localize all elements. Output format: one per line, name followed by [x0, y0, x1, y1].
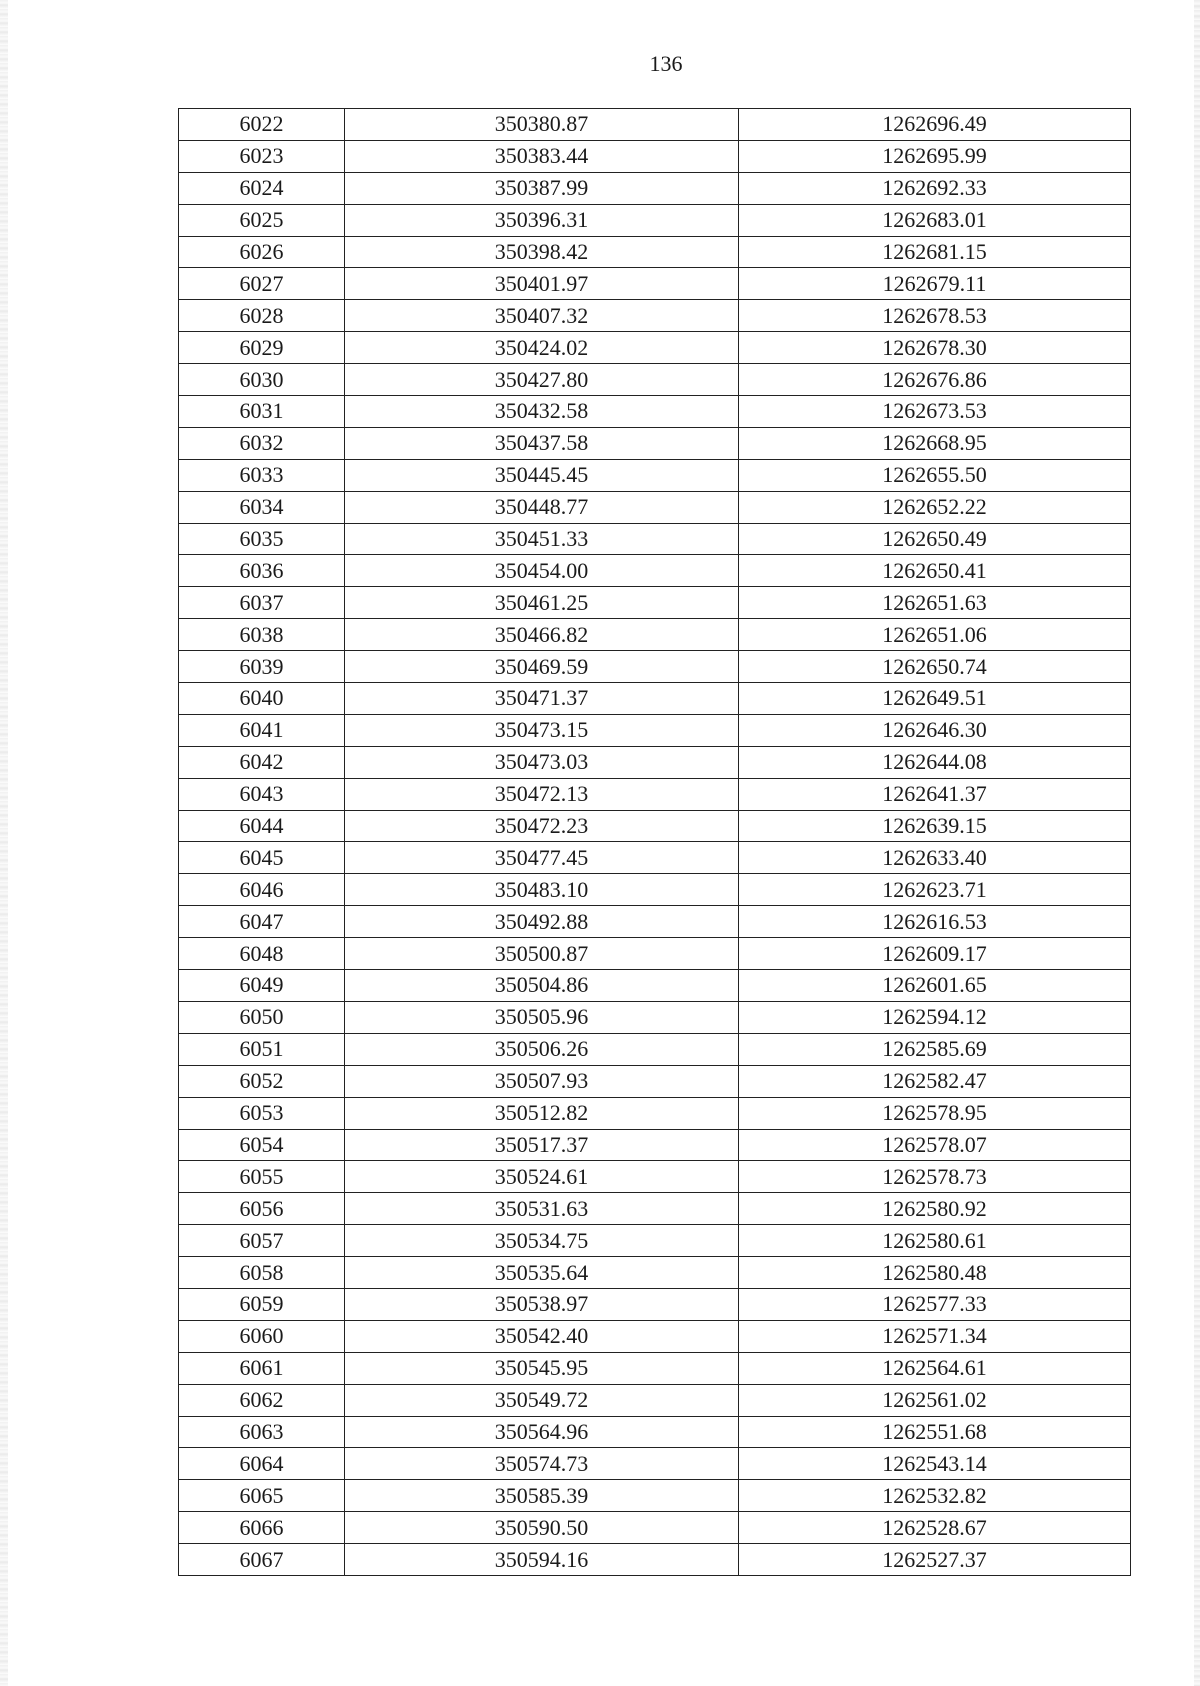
x-coordinate-cell: 350545.95	[345, 1352, 739, 1384]
x-coordinate-cell: 350504.86	[345, 970, 739, 1002]
point-id-cell: 6049	[179, 970, 345, 1002]
y-coordinate-cell: 1262644.08	[739, 746, 1131, 778]
x-coordinate-cell: 350524.61	[345, 1161, 739, 1193]
x-coordinate-cell: 350492.88	[345, 906, 739, 938]
table-row	[179, 523, 1131, 555]
point-id-cell: 6047	[179, 906, 345, 938]
point-id-cell: 6034	[179, 491, 345, 523]
x-coordinate-cell: 350401.97	[345, 268, 739, 300]
point-id-cell: 6040	[179, 683, 345, 715]
x-coordinate-cell: 350483.10	[345, 874, 739, 906]
x-coordinate-cell: 350542.40	[345, 1320, 739, 1352]
table-row	[179, 1480, 1131, 1512]
x-coordinate-cell: 350407.32	[345, 300, 739, 332]
x-coordinate-cell: 350387.99	[345, 172, 739, 204]
point-id-cell: 6023	[179, 140, 345, 172]
x-coordinate-cell: 350437.58	[345, 427, 739, 459]
point-id-cell: 6066	[179, 1512, 345, 1544]
table-row	[179, 332, 1131, 364]
point-id-cell: 6053	[179, 1097, 345, 1129]
y-coordinate-cell: 1262668.95	[739, 427, 1131, 459]
table-row	[179, 1257, 1131, 1289]
y-coordinate-cell: 1262678.30	[739, 332, 1131, 364]
y-coordinate-cell: 1262650.49	[739, 523, 1131, 555]
y-coordinate-cell: 1262651.06	[739, 619, 1131, 651]
y-coordinate-cell: 1262641.37	[739, 778, 1131, 810]
y-coordinate-cell: 1262578.07	[739, 1129, 1131, 1161]
table-row	[179, 1352, 1131, 1384]
y-coordinate-cell: 1262551.68	[739, 1416, 1131, 1448]
y-coordinate-cell: 1262676.86	[739, 364, 1131, 396]
point-id-cell: 6029	[179, 332, 345, 364]
point-id-cell: 6031	[179, 396, 345, 428]
table-row	[179, 746, 1131, 778]
y-coordinate-cell: 1262616.53	[739, 906, 1131, 938]
y-coordinate-cell: 1262580.92	[739, 1193, 1131, 1225]
point-id-cell: 6067	[179, 1544, 345, 1576]
scan-edge-right	[1194, 0, 1200, 1686]
point-id-cell: 6062	[179, 1384, 345, 1416]
table-row	[179, 778, 1131, 810]
x-coordinate-cell: 350448.77	[345, 491, 739, 523]
point-id-cell: 6054	[179, 1129, 345, 1161]
table-row	[179, 1512, 1131, 1544]
x-coordinate-cell: 350398.42	[345, 236, 739, 268]
point-id-cell: 6024	[179, 172, 345, 204]
table-row	[179, 204, 1131, 236]
coordinates-table	[178, 108, 1131, 1576]
table-row	[179, 268, 1131, 300]
x-coordinate-cell: 350424.02	[345, 332, 739, 364]
table-row	[179, 1097, 1131, 1129]
point-id-cell: 6059	[179, 1288, 345, 1320]
point-id-cell: 6061	[179, 1352, 345, 1384]
x-coordinate-cell: 350594.16	[345, 1544, 739, 1576]
point-id-cell: 6041	[179, 714, 345, 746]
x-coordinate-cell: 350477.45	[345, 842, 739, 874]
point-id-cell: 6044	[179, 810, 345, 842]
y-coordinate-cell: 1262651.63	[739, 587, 1131, 619]
table-row	[179, 619, 1131, 651]
y-coordinate-cell: 1262577.33	[739, 1288, 1131, 1320]
point-id-cell: 6043	[179, 778, 345, 810]
x-coordinate-cell: 350427.80	[345, 364, 739, 396]
table-row	[179, 1129, 1131, 1161]
point-id-cell: 6032	[179, 427, 345, 459]
y-coordinate-cell: 1262532.82	[739, 1480, 1131, 1512]
x-coordinate-cell: 350473.03	[345, 746, 739, 778]
table-row	[179, 1448, 1131, 1480]
table-row	[179, 236, 1131, 268]
table-row	[179, 714, 1131, 746]
y-coordinate-cell: 1262650.74	[739, 651, 1131, 683]
table-row	[179, 1416, 1131, 1448]
y-coordinate-cell: 1262580.48	[739, 1257, 1131, 1289]
table-row	[179, 1193, 1131, 1225]
x-coordinate-cell: 350432.58	[345, 396, 739, 428]
point-id-cell: 6046	[179, 874, 345, 906]
y-coordinate-cell: 1262655.50	[739, 459, 1131, 491]
table-row	[179, 555, 1131, 587]
point-id-cell: 6056	[179, 1193, 345, 1225]
y-coordinate-cell: 1262561.02	[739, 1384, 1131, 1416]
table-row	[179, 906, 1131, 938]
table-row	[179, 459, 1131, 491]
y-coordinate-cell: 1262683.01	[739, 204, 1131, 236]
y-coordinate-cell: 1262652.22	[739, 491, 1131, 523]
table-row	[179, 396, 1131, 428]
table-row	[179, 810, 1131, 842]
table-row	[179, 1001, 1131, 1033]
scan-edge-left	[0, 0, 8, 1686]
point-id-cell: 6026	[179, 236, 345, 268]
point-id-cell: 6057	[179, 1225, 345, 1257]
point-id-cell: 6036	[179, 555, 345, 587]
y-coordinate-cell: 1262639.15	[739, 810, 1131, 842]
page-number: 136	[649, 51, 683, 76]
table-row	[179, 172, 1131, 204]
table-row	[179, 1384, 1131, 1416]
x-coordinate-cell: 350461.25	[345, 587, 739, 619]
y-coordinate-cell: 1262594.12	[739, 1001, 1131, 1033]
point-id-cell: 6065	[179, 1480, 345, 1512]
x-coordinate-cell: 350466.82	[345, 619, 739, 651]
point-id-cell: 6028	[179, 300, 345, 332]
x-coordinate-cell: 350472.23	[345, 810, 739, 842]
point-id-cell: 6037	[179, 587, 345, 619]
x-coordinate-cell: 350383.44	[345, 140, 739, 172]
point-id-cell: 6050	[179, 1001, 345, 1033]
y-coordinate-cell: 1262649.51	[739, 683, 1131, 715]
x-coordinate-cell: 350517.37	[345, 1129, 739, 1161]
table-row	[179, 427, 1131, 459]
point-id-cell: 6060	[179, 1320, 345, 1352]
point-id-cell: 6038	[179, 619, 345, 651]
y-coordinate-cell: 1262582.47	[739, 1065, 1131, 1097]
table-row	[179, 491, 1131, 523]
y-coordinate-cell: 1262585.69	[739, 1033, 1131, 1065]
point-id-cell: 6027	[179, 268, 345, 300]
y-coordinate-cell: 1262543.14	[739, 1448, 1131, 1480]
table-row	[179, 587, 1131, 619]
x-coordinate-cell: 350549.72	[345, 1384, 739, 1416]
point-id-cell: 6048	[179, 938, 345, 970]
y-coordinate-cell: 1262578.95	[739, 1097, 1131, 1129]
y-coordinate-cell: 1262527.37	[739, 1544, 1131, 1576]
y-coordinate-cell: 1262681.15	[739, 236, 1131, 268]
x-coordinate-cell: 350531.63	[345, 1193, 739, 1225]
x-coordinate-cell: 350451.33	[345, 523, 739, 555]
x-coordinate-cell: 350564.96	[345, 1416, 739, 1448]
coordinates-table-body	[179, 109, 1131, 1576]
point-id-cell: 6042	[179, 746, 345, 778]
y-coordinate-cell: 1262692.33	[739, 172, 1131, 204]
y-coordinate-cell: 1262633.40	[739, 842, 1131, 874]
table-row	[179, 1161, 1131, 1193]
table-row	[179, 683, 1131, 715]
x-coordinate-cell: 350505.96	[345, 1001, 739, 1033]
y-coordinate-cell: 1262580.61	[739, 1225, 1131, 1257]
x-coordinate-cell: 350500.87	[345, 938, 739, 970]
table-row	[179, 1320, 1131, 1352]
x-coordinate-cell: 350396.31	[345, 204, 739, 236]
x-coordinate-cell: 350574.73	[345, 1448, 739, 1480]
x-coordinate-cell: 350538.97	[345, 1288, 739, 1320]
point-id-cell: 6030	[179, 364, 345, 396]
table-row	[179, 938, 1131, 970]
x-coordinate-cell: 350454.00	[345, 555, 739, 587]
x-coordinate-cell: 350534.75	[345, 1225, 739, 1257]
y-coordinate-cell: 1262623.71	[739, 874, 1131, 906]
table-row	[179, 842, 1131, 874]
x-coordinate-cell: 350445.45	[345, 459, 739, 491]
x-coordinate-cell: 350590.50	[345, 1512, 739, 1544]
y-coordinate-cell: 1262650.41	[739, 555, 1131, 587]
point-id-cell: 6052	[179, 1065, 345, 1097]
table-row	[179, 109, 1131, 141]
x-coordinate-cell: 350472.13	[345, 778, 739, 810]
table-row	[179, 140, 1131, 172]
point-id-cell: 6025	[179, 204, 345, 236]
point-id-cell: 6063	[179, 1416, 345, 1448]
table-row	[179, 970, 1131, 1002]
x-coordinate-cell: 350471.37	[345, 683, 739, 715]
y-coordinate-cell: 1262578.73	[739, 1161, 1131, 1193]
y-coordinate-cell: 1262609.17	[739, 938, 1131, 970]
table-row	[179, 651, 1131, 683]
y-coordinate-cell: 1262571.34	[739, 1320, 1131, 1352]
y-coordinate-cell: 1262564.61	[739, 1352, 1131, 1384]
table-row	[179, 1288, 1131, 1320]
table-row	[179, 1065, 1131, 1097]
x-coordinate-cell: 350507.93	[345, 1065, 739, 1097]
y-coordinate-cell: 1262646.30	[739, 714, 1131, 746]
x-coordinate-cell: 350585.39	[345, 1480, 739, 1512]
y-coordinate-cell: 1262679.11	[739, 268, 1131, 300]
x-coordinate-cell: 350535.64	[345, 1257, 739, 1289]
y-coordinate-cell: 1262696.49	[739, 109, 1131, 141]
x-coordinate-cell: 350469.59	[345, 651, 739, 683]
point-id-cell: 6022	[179, 109, 345, 141]
point-id-cell: 6035	[179, 523, 345, 555]
point-id-cell: 6039	[179, 651, 345, 683]
table-row	[179, 1544, 1131, 1576]
table-row	[179, 874, 1131, 906]
table-row	[179, 364, 1131, 396]
y-coordinate-cell: 1262695.99	[739, 140, 1131, 172]
x-coordinate-cell: 350473.15	[345, 714, 739, 746]
y-coordinate-cell: 1262601.65	[739, 970, 1131, 1002]
y-coordinate-cell: 1262678.53	[739, 300, 1131, 332]
y-coordinate-cell: 1262673.53	[739, 396, 1131, 428]
table-row	[179, 1225, 1131, 1257]
x-coordinate-cell: 350380.87	[345, 109, 739, 141]
x-coordinate-cell: 350512.82	[345, 1097, 739, 1129]
x-coordinate-cell: 350506.26	[345, 1033, 739, 1065]
point-id-cell: 6064	[179, 1448, 345, 1480]
point-id-cell: 6058	[179, 1257, 345, 1289]
point-id-cell: 6051	[179, 1033, 345, 1065]
table-row	[179, 1033, 1131, 1065]
table-row	[179, 300, 1131, 332]
point-id-cell: 6033	[179, 459, 345, 491]
point-id-cell: 6045	[179, 842, 345, 874]
point-id-cell: 6055	[179, 1161, 345, 1193]
y-coordinate-cell: 1262528.67	[739, 1512, 1131, 1544]
